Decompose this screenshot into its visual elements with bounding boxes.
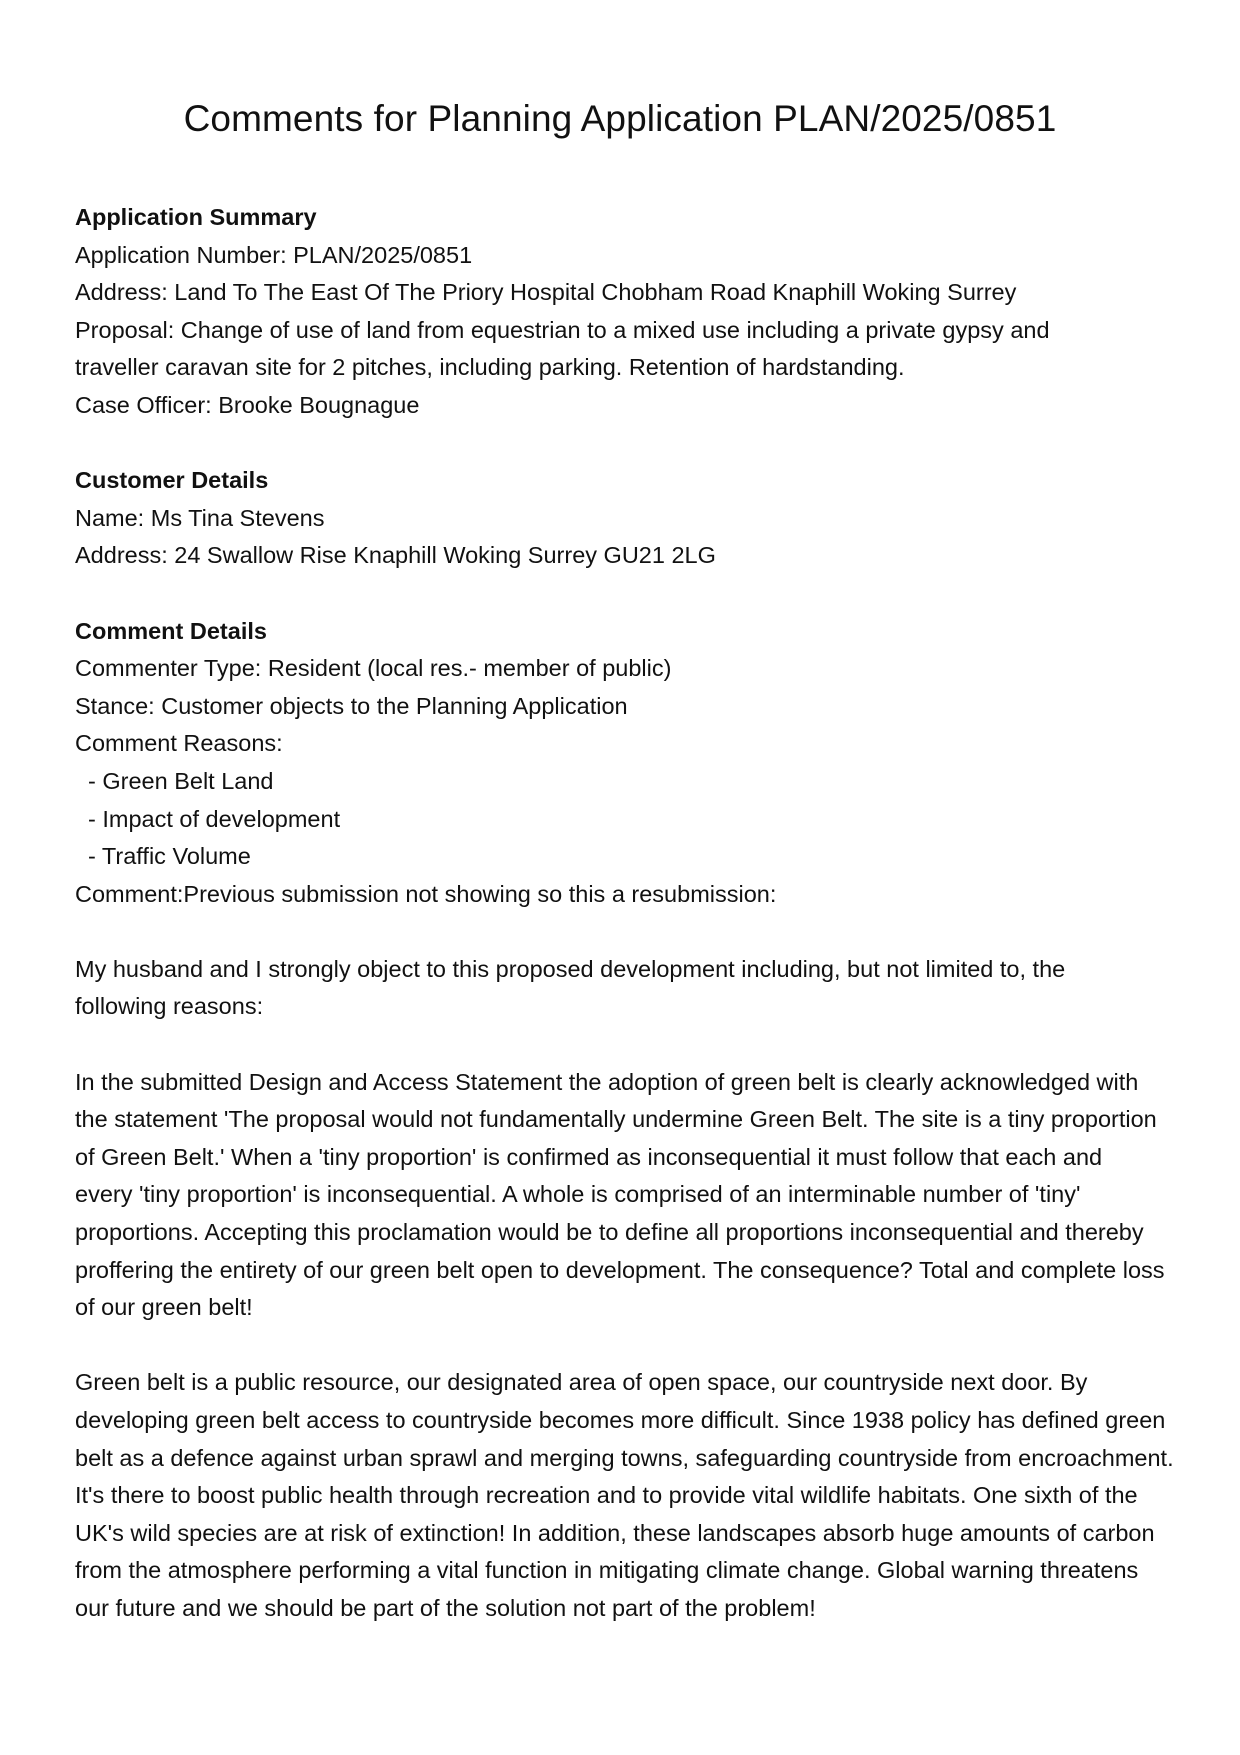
comment-reason-item: - Traffic Volume [88,843,251,870]
site-address: Address: Land To The East Of The Priory Hospital Chobham Road Knaphill Woking Surrey [75,279,1017,306]
paragraph-spacer [75,1026,1175,1064]
comment-reason-item: - Impact of development [88,805,341,832]
comment-reason-item: - Green Belt Land [88,767,274,794]
stance: Stance: Customer objects to the Planning Application [75,692,628,719]
comment-paragraph: Green belt is a public resource, our designated area of open space, our countryside next door. By developing green belt access to countryside becomes more difficult. Since 1938 policy has defined green belt as a defence against urban sprawl and merging towns, safeguarding countryside from encroachment. It's there to boost public health through recreation and to provide vital wildlife habitats. One sixth of the UK's wild species are at risk of extinction! In addition, these landscapes absorb huge amounts of carbon from the atmosphere performing a vital function in mitigating climate change. Global warning threatens our future and we should be part of the solution not part of the problem! [75,1369,1174,1621]
application-summary-heading: Application Summary [75,204,317,230]
proposal-text: Proposal: Change of use of land from equestrian to a mixed use including a private gypsy and traveller caravan site for 2 pitches, including parking. Retention of hardstanding. [75,316,1050,381]
comment-paragraph: In the submitted Design and Access Statement the adoption of green belt is clearly acknowledged with the statement 'The proposal would not fundamentally undermine Green Belt. The site is a tiny proportion of Green Belt.' When a 'tiny proportion' is confirmed as inconsequential it must follow that each and every 'tiny proportion' is inconsequential. A whole is comprised of an interminable number of 'tiny' proportions. Accepting this proclamation would be to define all proportions inconsequential and thereby proffering the entirety of our green belt open to development. The consequence? Total and complete loss of our green belt! [75,1068,1165,1321]
section-spacer [75,425,1175,463]
comment-paragraph: My husband and I strongly object to this proposed development including, but not limited to, the following reasons: [75,955,1066,1020]
comment-details-section [75,613,1175,1628]
comment-details-heading: Comment Details [75,617,267,644]
page-title: Comments for Planning Application PLAN/2025/0851 [183,98,1057,139]
case-officer: Case Officer: Brooke Bougnague [75,391,420,418]
commenter-type: Commenter Type: Resident (local res.- member of public) [75,655,672,682]
application-number: Application Number: PLAN/2025/0851 [75,241,473,268]
section-spacer [75,575,1175,613]
customer-details-heading: Customer Details [75,467,269,494]
comment-reasons-label: Comment Reasons: [75,730,283,757]
customer-details-section [75,462,1175,575]
document-body [75,199,1175,1628]
customer-name: Name: Ms Tina Stevens [75,504,325,531]
application-summary-section [75,199,1175,425]
paragraph-spacer [75,1327,1175,1365]
customer-address: Address: 24 Swallow Rise Knaphill Woking Surrey GU21 2LG [75,542,716,569]
paragraph-spacer [75,913,1175,951]
comment-intro: Comment:Previous submission not showing so this a resubmission: [75,880,777,907]
